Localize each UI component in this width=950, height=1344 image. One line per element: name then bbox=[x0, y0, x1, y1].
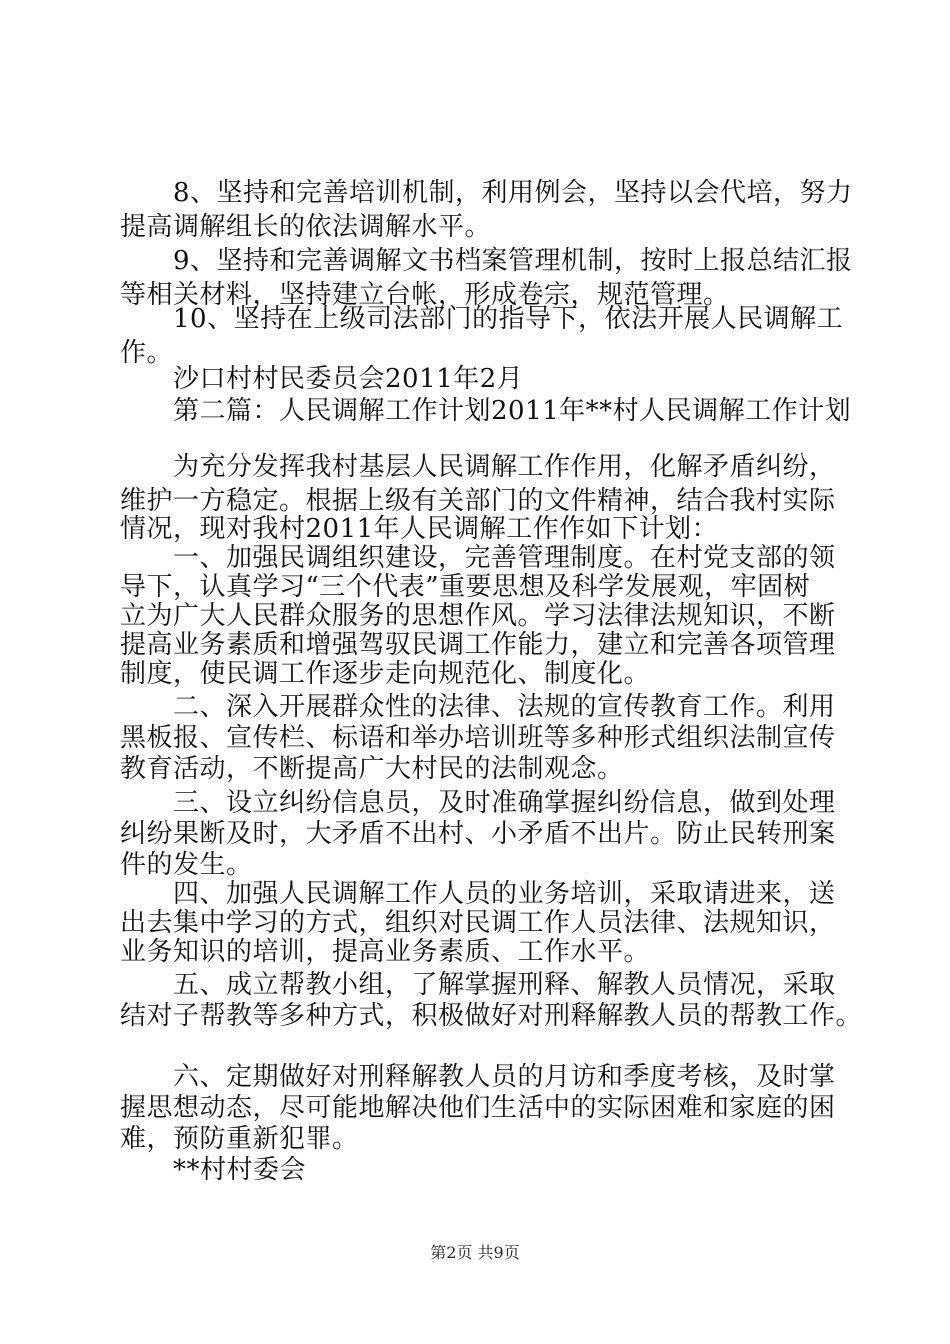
paragraph-line: 9、坚持和完善调解文书档案管理机制，按时上报总结汇报 bbox=[173, 246, 853, 276]
paragraph-line: 二、深入开展群众性的法律、法规的宣传教育工作。利用 bbox=[173, 692, 836, 722]
signature-line: **村村委会 bbox=[173, 1155, 307, 1185]
paragraph-line: 纠纷果断及时，大矛盾不出村、小矛盾不出片。防止民转刑案 bbox=[120, 819, 836, 849]
section-heading: 第二篇：人民调解工作计划2011年**村人民调解工作计划 bbox=[173, 396, 852, 426]
paragraph-line: 为充分发挥我村基层人民调解工作作用，化解矛盾纠纷， bbox=[173, 452, 836, 482]
paragraph-line: 三、设立纠纷信息员，及时准确掌握纠纷信息，做到处理 bbox=[173, 788, 836, 818]
paragraph-line: 握思想动态，尽可能地解决他们生活中的实际困难和家庭的困 bbox=[120, 1093, 836, 1123]
page-footer: 第2页 共9页 bbox=[430, 1243, 520, 1262]
signature-line: 沙口村村民委员会2011年2月 bbox=[173, 364, 524, 394]
paragraph-line: 四、加强人民调解工作人员的业务培训，采取请进来，送 bbox=[173, 879, 836, 909]
paragraph-line: 业务知识的培训，提高业务素质、工作水平。 bbox=[120, 937, 651, 967]
paragraph-line: 六、定期做好对刑释解教人员的月访和季度考核，及时掌 bbox=[173, 1062, 836, 1092]
paragraph-line: 件的发生。 bbox=[120, 850, 253, 880]
paragraph-line: 等相关材料，坚持建立台帐，形成卷宗，规范管理。 bbox=[120, 280, 730, 310]
paragraph-line: 五、成立帮教小组，了解掌握刑释、解教人员情况，采取 bbox=[173, 970, 836, 1000]
paragraph-line: 立为广大人民群众服务的思想作风。学习法律法规知识，不断 bbox=[120, 601, 836, 631]
paragraph-line: 维护一方稳定。根据上级有关部门的文件精神，结合我村实际 bbox=[120, 486, 836, 516]
paragraph-line: 出去集中学习的方式，组织对民调工作人员法律、法规知识， bbox=[120, 908, 836, 938]
paragraph-line: 制度，使民调工作逐步走向规范化、制度化。 bbox=[120, 659, 651, 689]
paragraph-line: 提高业务素质和增强驾驭民调工作能力，建立和完善各项管理 bbox=[120, 630, 836, 660]
paragraph-line: 提高调解组长的依法调解水平。 bbox=[120, 212, 492, 242]
paragraph-line: 作。 bbox=[120, 338, 174, 368]
paragraph-line: 结对子帮教等多种方式，积极做好对刑释解教人员的帮教工作。 bbox=[120, 1001, 863, 1031]
paragraph-line: 黑板报、宣传栏、标语和举办培训班等多种形式组织法制宣传 bbox=[120, 723, 836, 753]
paragraph-line: 情况，现对我村2011年人民调解工作作如下计划： bbox=[120, 514, 719, 544]
paragraph-line: 难，预防重新犯罪。 bbox=[120, 1124, 359, 1154]
paragraph-line: 10、坚持在上级司法部门的指导下，依法开展人民调解工 bbox=[173, 304, 844, 334]
paragraph-line: 一、加强民调组织建设，完善管理制度。在村党支部的领 bbox=[173, 543, 836, 573]
paragraph-line: 8、坚持和完善培训机制，利用例会，坚持以会代培，努力 bbox=[173, 178, 853, 208]
paragraph-line: 导下，认真学习“三个代表”重要思想及科学发展观，牢固树 bbox=[120, 572, 811, 602]
paragraph-line: 教育活动，不断提高广大村民的法制观念。 bbox=[120, 754, 624, 784]
